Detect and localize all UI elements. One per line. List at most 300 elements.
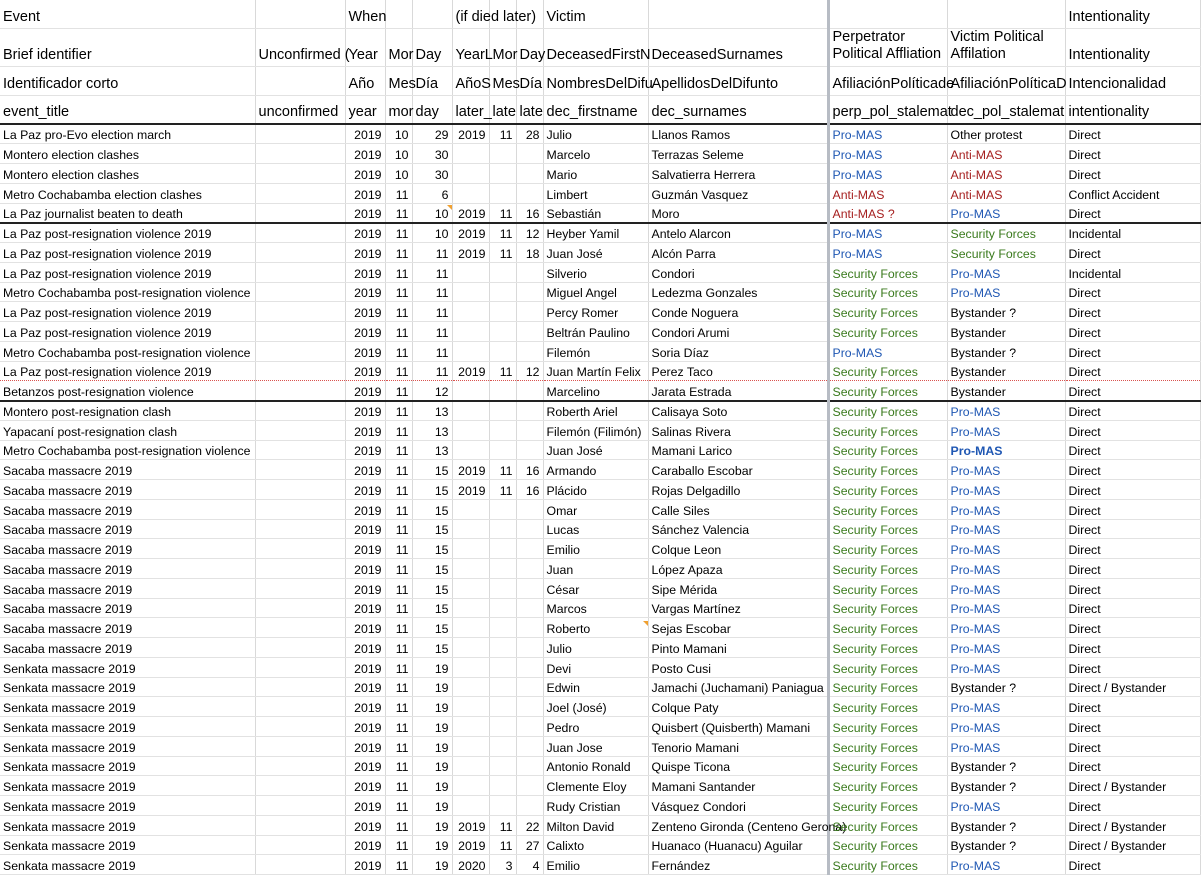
cell-firstname[interactable]: Marcelino bbox=[543, 381, 648, 401]
table-row[interactable] bbox=[0, 144, 1200, 164]
cell-later-month[interactable] bbox=[489, 401, 516, 421]
header-cell-col-day[interactable]: day bbox=[412, 95, 452, 124]
cell-intentionality[interactable]: Conflict Accident bbox=[1065, 183, 1200, 203]
cell-later-day[interactable] bbox=[516, 796, 543, 816]
cell-firstname[interactable]: Lucas bbox=[543, 519, 648, 539]
cell-unconfirmed[interactable] bbox=[255, 598, 345, 618]
cell-later-month[interactable]: 3 bbox=[489, 855, 516, 875]
cell-event[interactable]: Senkata massacre 2019 bbox=[0, 657, 255, 677]
cell-later-month[interactable] bbox=[489, 322, 516, 342]
cell-month[interactable]: 11 bbox=[385, 815, 412, 835]
cell-perp-affiliation[interactable]: Security Forces bbox=[828, 401, 947, 421]
cell-firstname[interactable]: Juan José bbox=[543, 243, 648, 263]
cell-later-day[interactable]: 16 bbox=[516, 203, 543, 223]
cell-later-month[interactable]: 11 bbox=[489, 815, 516, 835]
cell-month[interactable]: 11 bbox=[385, 559, 412, 579]
header-cell-col-unconfirmed[interactable]: unconfirmed bbox=[255, 95, 345, 124]
cell-later-day[interactable] bbox=[516, 756, 543, 776]
cell-victim-affiliation[interactable]: Pro-MAS bbox=[947, 638, 1065, 658]
header-cell-col-year[interactable]: Year bbox=[345, 28, 385, 66]
cell-perp-affiliation[interactable]: Pro-MAS bbox=[828, 124, 947, 144]
cell-event[interactable]: Sacaba massacre 2019 bbox=[0, 618, 255, 638]
cell-victim-affiliation[interactable]: Security Forces bbox=[947, 223, 1065, 243]
cell-perp-affiliation[interactable]: Security Forces bbox=[828, 835, 947, 855]
cell-firstname[interactable]: Juan José bbox=[543, 440, 648, 460]
cell-perp-affiliation[interactable]: Security Forces bbox=[828, 499, 947, 519]
cell-perp-affiliation[interactable]: Anti-MAS ? bbox=[828, 203, 947, 223]
cell-later-year[interactable]: 2019 bbox=[452, 815, 489, 835]
cell-event[interactable]: Sacaba massacre 2019 bbox=[0, 598, 255, 618]
cell-surnames[interactable]: Mamani Larico bbox=[648, 440, 828, 460]
cell-perp-affiliation[interactable]: Security Forces bbox=[828, 381, 947, 401]
cell-firstname[interactable]: Plácido bbox=[543, 480, 648, 500]
cell-year[interactable]: 2019 bbox=[345, 697, 385, 717]
cell-later-year[interactable] bbox=[452, 302, 489, 322]
cell-month[interactable]: 11 bbox=[385, 638, 412, 658]
cell-perp-affiliation[interactable]: Security Forces bbox=[828, 598, 947, 618]
cell-later-day[interactable] bbox=[516, 578, 543, 598]
cell-event[interactable]: Senkata massacre 2019 bbox=[0, 796, 255, 816]
cell-unconfirmed[interactable] bbox=[255, 657, 345, 677]
header-cell-col-victim-affiliation[interactable]: dec_pol_stalemat bbox=[947, 95, 1065, 124]
cell-event[interactable]: La Paz post-resignation violence 2019 bbox=[0, 302, 255, 322]
cell-later-month[interactable] bbox=[489, 736, 516, 756]
table-row[interactable] bbox=[0, 736, 1200, 756]
cell-later-day[interactable]: 22 bbox=[516, 815, 543, 835]
cell-later-month[interactable] bbox=[489, 302, 516, 322]
table-row[interactable] bbox=[0, 618, 1200, 638]
cell-event[interactable]: Sacaba massacre 2019 bbox=[0, 460, 255, 480]
cell-later-day[interactable]: 27 bbox=[516, 835, 543, 855]
header-cell-col-firstname[interactable]: DeceasedFirstN bbox=[543, 28, 648, 66]
cell-later-month[interactable] bbox=[489, 183, 516, 203]
cell-perp-affiliation[interactable]: Security Forces bbox=[828, 519, 947, 539]
cell-year[interactable]: 2019 bbox=[345, 183, 385, 203]
cell-year[interactable]: 2019 bbox=[345, 203, 385, 223]
cell-later-day[interactable] bbox=[516, 420, 543, 440]
cell-year[interactable]: 2019 bbox=[345, 262, 385, 282]
cell-event[interactable]: Sacaba massacre 2019 bbox=[0, 519, 255, 539]
cell-firstname[interactable]: Devi bbox=[543, 657, 648, 677]
cell-event[interactable]: La Paz post-resignation violence 2019 bbox=[0, 361, 255, 381]
cell-surnames[interactable]: López Apaza bbox=[648, 559, 828, 579]
cell-later-month[interactable] bbox=[489, 164, 516, 184]
cell-victim-affiliation[interactable]: Security Forces bbox=[947, 243, 1065, 263]
cell-event[interactable]: Metro Cochabamba post-resignation violence bbox=[0, 341, 255, 361]
cell-event[interactable]: Metro Cochabamba post-resignation violence bbox=[0, 440, 255, 460]
cell-later-year[interactable]: 2019 bbox=[452, 460, 489, 480]
cell-intentionality[interactable]: Direct bbox=[1065, 756, 1200, 776]
header-cell-col-intentionality[interactable]: Intentionality bbox=[1065, 28, 1200, 66]
cell-victim-affiliation[interactable]: Bystander ? bbox=[947, 776, 1065, 796]
cell-day[interactable]: 10 bbox=[412, 223, 452, 243]
cell-surnames[interactable]: Ledezma Gonzales bbox=[648, 282, 828, 302]
cell-later-day[interactable] bbox=[516, 302, 543, 322]
cell-victim-affiliation[interactable]: Bystander ? bbox=[947, 835, 1065, 855]
cell-later-month[interactable]: 11 bbox=[489, 835, 516, 855]
cell-month[interactable]: 11 bbox=[385, 322, 412, 342]
cell-victim-affiliation[interactable]: Anti-MAS bbox=[947, 183, 1065, 203]
cell-event[interactable]: Senkata massacre 2019 bbox=[0, 736, 255, 756]
cell-later-day[interactable] bbox=[516, 282, 543, 302]
cell-perp-affiliation[interactable]: Security Forces bbox=[828, 815, 947, 835]
header-cell-col-perp-affiliation[interactable]: AfiliaciónPolíticade bbox=[828, 66, 947, 95]
table-row[interactable] bbox=[0, 578, 1200, 598]
cell-later-day[interactable]: 12 bbox=[516, 223, 543, 243]
cell-month[interactable]: 11 bbox=[385, 480, 412, 500]
cell-month[interactable]: 11 bbox=[385, 835, 412, 855]
cell-event[interactable]: Sacaba massacre 2019 bbox=[0, 480, 255, 500]
cell-unconfirmed[interactable] bbox=[255, 539, 345, 559]
cell-intentionality[interactable]: Direct bbox=[1065, 302, 1200, 322]
cell-surnames[interactable]: Fernández bbox=[648, 855, 828, 875]
cell-event[interactable]: Senkata massacre 2019 bbox=[0, 815, 255, 835]
cell-year[interactable]: 2019 bbox=[345, 855, 385, 875]
cell-unconfirmed[interactable] bbox=[255, 460, 345, 480]
cell-firstname[interactable]: Julio bbox=[543, 124, 648, 144]
cell-month[interactable]: 11 bbox=[385, 499, 412, 519]
cell-intentionality[interactable]: Direct bbox=[1065, 796, 1200, 816]
cell-later-day[interactable] bbox=[516, 657, 543, 677]
cell-firstname[interactable]: Sebastián bbox=[543, 203, 648, 223]
header-cell-col-year[interactable]: Año bbox=[345, 66, 385, 95]
cell-perp-affiliation[interactable]: Security Forces bbox=[828, 361, 947, 381]
table-row[interactable] bbox=[0, 697, 1200, 717]
cell-surnames[interactable]: Jarata Estrada bbox=[648, 381, 828, 401]
cell-month[interactable]: 11 bbox=[385, 361, 412, 381]
cell-month[interactable]: 11 bbox=[385, 420, 412, 440]
cell-year[interactable]: 2019 bbox=[345, 717, 385, 737]
cell-perp-affiliation[interactable]: Security Forces bbox=[828, 420, 947, 440]
cell-day[interactable]: 15 bbox=[412, 598, 452, 618]
cell-intentionality[interactable]: Direct bbox=[1065, 519, 1200, 539]
cell-later-year[interactable] bbox=[452, 499, 489, 519]
header-cell-col-victim-affiliation[interactable] bbox=[947, 0, 1065, 28]
cell-intentionality[interactable]: Direct bbox=[1065, 855, 1200, 875]
table-row[interactable] bbox=[0, 302, 1200, 322]
cell-later-day[interactable]: 16 bbox=[516, 480, 543, 500]
cell-intentionality[interactable]: Direct bbox=[1065, 361, 1200, 381]
cell-later-day[interactable] bbox=[516, 539, 543, 559]
header-cell-col-month[interactable] bbox=[385, 0, 412, 28]
cell-later-year[interactable] bbox=[452, 578, 489, 598]
header-cell-col-year[interactable]: year bbox=[345, 95, 385, 124]
table-row[interactable] bbox=[0, 164, 1200, 184]
cell-day[interactable]: 13 bbox=[412, 440, 452, 460]
header-cell-col-victim-affiliation[interactable]: AfiliaciónPolíticaD bbox=[947, 66, 1065, 95]
cell-firstname[interactable]: Filemón bbox=[543, 341, 648, 361]
header-cell-col-later-month[interactable]: Mor bbox=[489, 28, 516, 66]
cell-perp-affiliation[interactable]: Pro-MAS bbox=[828, 223, 947, 243]
table-row[interactable] bbox=[0, 282, 1200, 302]
cell-intentionality[interactable]: Direct bbox=[1065, 282, 1200, 302]
cell-later-month[interactable] bbox=[489, 578, 516, 598]
cell-event[interactable]: Sacaba massacre 2019 bbox=[0, 578, 255, 598]
cell-day[interactable]: 19 bbox=[412, 677, 452, 697]
cell-later-day[interactable]: 4 bbox=[516, 855, 543, 875]
cell-later-month[interactable]: 11 bbox=[489, 223, 516, 243]
header-cell-col-later-year[interactable]: (if died later) bbox=[452, 0, 489, 28]
cell-intentionality[interactable]: Direct bbox=[1065, 203, 1200, 223]
cell-day[interactable]: 12 bbox=[412, 381, 452, 401]
header-cell-col-perp-affiliation[interactable] bbox=[828, 0, 947, 28]
cell-intentionality[interactable]: Incidental bbox=[1065, 262, 1200, 282]
cell-month[interactable]: 11 bbox=[385, 796, 412, 816]
table-row[interactable] bbox=[0, 835, 1200, 855]
cell-event[interactable]: Yapacaní post-resignation clash bbox=[0, 420, 255, 440]
header-cell-col-event[interactable]: Event bbox=[0, 0, 255, 28]
cell-firstname[interactable]: Pedro bbox=[543, 717, 648, 737]
cell-day[interactable]: 11 bbox=[412, 341, 452, 361]
header-cell-col-unconfirmed[interactable]: Unconfirmed ( bbox=[255, 28, 345, 66]
cell-day[interactable]: 19 bbox=[412, 796, 452, 816]
cell-later-month[interactable] bbox=[489, 796, 516, 816]
cell-later-day[interactable] bbox=[516, 401, 543, 421]
table-row[interactable] bbox=[0, 262, 1200, 282]
cell-perp-affiliation[interactable]: Security Forces bbox=[828, 796, 947, 816]
cell-firstname[interactable]: Rudy Cristian bbox=[543, 796, 648, 816]
cell-year[interactable]: 2019 bbox=[345, 341, 385, 361]
cell-month[interactable]: 11 bbox=[385, 539, 412, 559]
table-row[interactable] bbox=[0, 499, 1200, 519]
cell-unconfirmed[interactable] bbox=[255, 499, 345, 519]
cell-event[interactable]: Senkata massacre 2019 bbox=[0, 855, 255, 875]
cell-later-year[interactable]: 2019 bbox=[452, 243, 489, 263]
cell-later-day[interactable] bbox=[516, 381, 543, 401]
cell-later-year[interactable] bbox=[452, 559, 489, 579]
cell-surnames[interactable]: Moro bbox=[648, 203, 828, 223]
cell-later-day[interactable] bbox=[516, 440, 543, 460]
cell-year[interactable]: 2019 bbox=[345, 578, 385, 598]
header-cell-col-month[interactable]: Mor bbox=[385, 28, 412, 66]
cell-victim-affiliation[interactable]: Bystander ? bbox=[947, 677, 1065, 697]
cell-later-year[interactable] bbox=[452, 796, 489, 816]
cell-event[interactable]: Sacaba massacre 2019 bbox=[0, 499, 255, 519]
cell-unconfirmed[interactable] bbox=[255, 282, 345, 302]
table-row[interactable] bbox=[0, 677, 1200, 697]
cell-victim-affiliation[interactable]: Pro-MAS bbox=[947, 420, 1065, 440]
header-cell-col-intentionality[interactable]: intentionality bbox=[1065, 95, 1200, 124]
header-cell-col-later-month[interactable]: Mes bbox=[489, 66, 516, 95]
cell-later-year[interactable] bbox=[452, 440, 489, 460]
cell-later-day[interactable] bbox=[516, 183, 543, 203]
cell-year[interactable]: 2019 bbox=[345, 282, 385, 302]
cell-later-day[interactable] bbox=[516, 499, 543, 519]
cell-day[interactable]: 19 bbox=[412, 756, 452, 776]
cell-unconfirmed[interactable] bbox=[255, 183, 345, 203]
cell-surnames[interactable]: Colque Leon bbox=[648, 539, 828, 559]
header-cell-col-later-day[interactable]: Día bbox=[516, 66, 543, 95]
cell-unconfirmed[interactable] bbox=[255, 717, 345, 737]
cell-day[interactable]: 19 bbox=[412, 736, 452, 756]
cell-unconfirmed[interactable] bbox=[255, 203, 345, 223]
cell-year[interactable]: 2019 bbox=[345, 243, 385, 263]
cell-year[interactable]: 2019 bbox=[345, 302, 385, 322]
cell-unconfirmed[interactable] bbox=[255, 855, 345, 875]
cell-later-month[interactable] bbox=[489, 559, 516, 579]
cell-victim-affiliation[interactable]: Bystander bbox=[947, 322, 1065, 342]
cell-later-year[interactable] bbox=[452, 598, 489, 618]
cell-unconfirmed[interactable] bbox=[255, 262, 345, 282]
cell-surnames[interactable]: Vásquez Condori bbox=[648, 796, 828, 816]
cell-firstname[interactable]: Omar bbox=[543, 499, 648, 519]
header-cell-col-firstname[interactable]: NombresDelDifu bbox=[543, 66, 648, 95]
header-cell-col-firstname[interactable]: Victim bbox=[543, 0, 648, 28]
cell-later-month[interactable] bbox=[489, 697, 516, 717]
cell-day[interactable]: 15 bbox=[412, 578, 452, 598]
cell-later-month[interactable]: 11 bbox=[489, 203, 516, 223]
cell-perp-affiliation[interactable]: Security Forces bbox=[828, 480, 947, 500]
cell-later-day[interactable] bbox=[516, 697, 543, 717]
cell-year[interactable]: 2019 bbox=[345, 499, 385, 519]
cell-victim-affiliation[interactable]: Pro-MAS bbox=[947, 697, 1065, 717]
table-row[interactable] bbox=[0, 223, 1200, 243]
cell-victim-affiliation[interactable]: Pro-MAS bbox=[947, 855, 1065, 875]
cell-intentionality[interactable]: Incidental bbox=[1065, 223, 1200, 243]
cell-surnames[interactable]: Colque Paty bbox=[648, 697, 828, 717]
cell-month[interactable]: 11 bbox=[385, 657, 412, 677]
cell-event[interactable]: La Paz journalist beaten to death bbox=[0, 203, 255, 223]
header-cell-col-later-month[interactable]: late bbox=[489, 95, 516, 124]
cell-firstname[interactable]: Edwin bbox=[543, 677, 648, 697]
cell-month[interactable]: 11 bbox=[385, 677, 412, 697]
table-row[interactable] bbox=[0, 401, 1200, 421]
cell-unconfirmed[interactable] bbox=[255, 361, 345, 381]
cell-event[interactable]: Senkata massacre 2019 bbox=[0, 756, 255, 776]
cell-year[interactable]: 2019 bbox=[345, 638, 385, 658]
cell-victim-affiliation[interactable]: Anti-MAS bbox=[947, 144, 1065, 164]
cell-firstname[interactable]: Mario bbox=[543, 164, 648, 184]
cell-firstname[interactable]: Clemente Eloy bbox=[543, 776, 648, 796]
table-row[interactable] bbox=[0, 361, 1200, 381]
cell-later-year[interactable]: 2019 bbox=[452, 835, 489, 855]
table-row[interactable] bbox=[0, 598, 1200, 618]
cell-surnames[interactable]: Conde Noguera bbox=[648, 302, 828, 322]
cell-later-year[interactable] bbox=[452, 341, 489, 361]
cell-later-year[interactable] bbox=[452, 381, 489, 401]
cell-victim-affiliation[interactable]: Pro-MAS bbox=[947, 578, 1065, 598]
cell-year[interactable]: 2019 bbox=[345, 361, 385, 381]
cell-surnames[interactable]: Quisbert (Quisberth) Mamani bbox=[648, 717, 828, 737]
cell-later-day[interactable] bbox=[516, 736, 543, 756]
cell-victim-affiliation[interactable]: Bystander ? bbox=[947, 815, 1065, 835]
cell-later-year[interactable] bbox=[452, 164, 489, 184]
cell-day[interactable]: 19 bbox=[412, 776, 452, 796]
cell-month[interactable]: 11 bbox=[385, 460, 412, 480]
cell-month[interactable]: 11 bbox=[385, 243, 412, 263]
cell-firstname[interactable]: Heyber Yamil bbox=[543, 223, 648, 243]
cell-day[interactable]: 30 bbox=[412, 164, 452, 184]
header-cell-col-later-year[interactable]: later_ bbox=[452, 95, 489, 124]
cell-day[interactable]: 11 bbox=[412, 361, 452, 381]
cell-day[interactable]: 19 bbox=[412, 657, 452, 677]
cell-firstname[interactable]: Antonio Ronald bbox=[543, 756, 648, 776]
cell-day[interactable]: 6 bbox=[412, 183, 452, 203]
cell-year[interactable]: 2019 bbox=[345, 756, 385, 776]
cell-later-month[interactable] bbox=[489, 776, 516, 796]
cell-event[interactable]: Sacaba massacre 2019 bbox=[0, 559, 255, 579]
cell-surnames[interactable]: Huanaco (Huanacu) Aguilar bbox=[648, 835, 828, 855]
cell-year[interactable]: 2019 bbox=[345, 776, 385, 796]
cell-day[interactable]: 11 bbox=[412, 302, 452, 322]
cell-unconfirmed[interactable] bbox=[255, 243, 345, 263]
cell-later-day[interactable] bbox=[516, 717, 543, 737]
cell-perp-affiliation[interactable]: Pro-MAS bbox=[828, 341, 947, 361]
header-cell-col-surnames[interactable]: ApellidosDelDifunto bbox=[648, 66, 828, 95]
cell-month[interactable]: 11 bbox=[385, 440, 412, 460]
cell-day[interactable]: 15 bbox=[412, 460, 452, 480]
table-row[interactable] bbox=[0, 440, 1200, 460]
cell-unconfirmed[interactable] bbox=[255, 756, 345, 776]
cell-firstname[interactable]: Emilio bbox=[543, 539, 648, 559]
header-cell-col-later-year[interactable]: YearL bbox=[452, 28, 489, 66]
cell-day[interactable]: 15 bbox=[412, 539, 452, 559]
cell-year[interactable]: 2019 bbox=[345, 322, 385, 342]
cell-month[interactable]: 11 bbox=[385, 341, 412, 361]
cell-firstname[interactable]: Roberto bbox=[543, 618, 648, 638]
cell-intentionality[interactable]: Direct bbox=[1065, 697, 1200, 717]
header-cell-col-firstname[interactable]: dec_firstname bbox=[543, 95, 648, 124]
cell-intentionality[interactable]: Direct / Bystander bbox=[1065, 835, 1200, 855]
header-cell-col-intentionality[interactable]: Intencionalidad bbox=[1065, 66, 1200, 95]
cell-unconfirmed[interactable] bbox=[255, 223, 345, 243]
cell-later-day[interactable]: 12 bbox=[516, 361, 543, 381]
cell-day[interactable]: 10 bbox=[412, 203, 452, 223]
cell-victim-affiliation[interactable]: Pro-MAS bbox=[947, 519, 1065, 539]
cell-surnames[interactable]: Salinas Rivera bbox=[648, 420, 828, 440]
cell-perp-affiliation[interactable]: Security Forces bbox=[828, 440, 947, 460]
cell-firstname[interactable]: Roberth Ariel bbox=[543, 401, 648, 421]
cell-year[interactable]: 2019 bbox=[345, 736, 385, 756]
cell-unconfirmed[interactable] bbox=[255, 736, 345, 756]
cell-surnames[interactable]: Posto Cusi bbox=[648, 657, 828, 677]
cell-unconfirmed[interactable] bbox=[255, 381, 345, 401]
header-cell-col-event[interactable]: Identificador corto bbox=[0, 66, 255, 95]
cell-event[interactable]: Montero election clashes bbox=[0, 144, 255, 164]
cell-surnames[interactable]: Pinto Mamani bbox=[648, 638, 828, 658]
cell-firstname[interactable]: César bbox=[543, 578, 648, 598]
cell-year[interactable]: 2019 bbox=[345, 124, 385, 144]
cell-day[interactable]: 19 bbox=[412, 697, 452, 717]
table-row[interactable] bbox=[0, 855, 1200, 875]
cell-month[interactable]: 11 bbox=[385, 302, 412, 322]
cell-day[interactable]: 19 bbox=[412, 855, 452, 875]
cell-event[interactable]: Metro Cochabamba election clashes bbox=[0, 183, 255, 203]
cell-year[interactable]: 2019 bbox=[345, 815, 385, 835]
header-cell-col-intentionality[interactable]: Intentionality bbox=[1065, 0, 1200, 28]
cell-intentionality[interactable]: Direct / Bystander bbox=[1065, 815, 1200, 835]
cell-unconfirmed[interactable] bbox=[255, 776, 345, 796]
cell-year[interactable]: 2019 bbox=[345, 460, 385, 480]
cell-victim-affiliation[interactable]: Pro-MAS bbox=[947, 559, 1065, 579]
cell-day[interactable]: 13 bbox=[412, 420, 452, 440]
cell-intentionality[interactable]: Direct bbox=[1065, 164, 1200, 184]
cell-firstname[interactable]: Silverio bbox=[543, 262, 648, 282]
cell-victim-affiliation[interactable]: Bystander ? bbox=[947, 341, 1065, 361]
cell-later-year[interactable]: 2019 bbox=[452, 203, 489, 223]
cell-later-day[interactable] bbox=[516, 164, 543, 184]
table-row[interactable] bbox=[0, 183, 1200, 203]
cell-intentionality[interactable]: Direct bbox=[1065, 124, 1200, 144]
cell-victim-affiliation[interactable]: Pro-MAS bbox=[947, 657, 1065, 677]
cell-later-year[interactable]: 2019 bbox=[452, 361, 489, 381]
cell-month[interactable]: 11 bbox=[385, 736, 412, 756]
cell-perp-affiliation[interactable]: Security Forces bbox=[828, 776, 947, 796]
header-cell-col-perp-affiliation[interactable]: perp_pol_stalemat bbox=[828, 95, 947, 124]
cell-day[interactable]: 15 bbox=[412, 519, 452, 539]
cell-year[interactable]: 2019 bbox=[345, 677, 385, 697]
cell-perp-affiliation[interactable]: Security Forces bbox=[828, 736, 947, 756]
